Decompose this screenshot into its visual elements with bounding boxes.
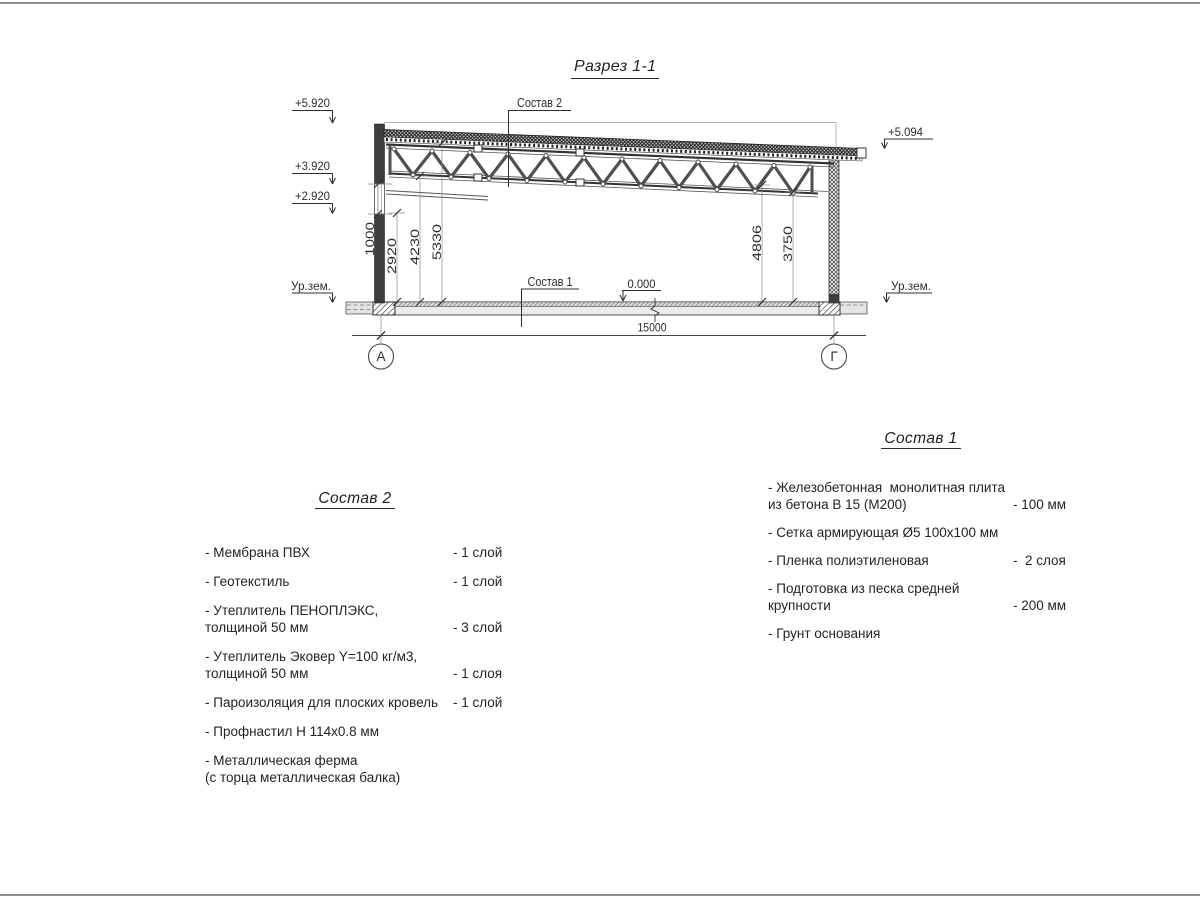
elevation-label-5094: +5.094 bbox=[888, 125, 924, 139]
material-item: - Пленка полиэтиленовая - 2 слоя bbox=[768, 553, 1066, 568]
elevation-label-3920: +3.920 bbox=[295, 159, 331, 173]
material-item: - Утеплитель ПЕНОПЛЭКС, толщиной 50 мм - 3 слой bbox=[205, 603, 503, 635]
material-item: - Грунт основания bbox=[768, 626, 881, 641]
material-item: - Пароизоляция для плоских кровель - 1 слой bbox=[205, 695, 503, 710]
dim-3750: 3750 bbox=[781, 235, 795, 262]
foundation-right bbox=[819, 302, 840, 315]
sostav1-list bbox=[768, 430, 1074, 653]
sostav2-callout-label: Состав 2 bbox=[517, 95, 562, 110]
sostav2-title-wrap bbox=[205, 490, 505, 509]
item-qty: - 1 слой bbox=[453, 545, 503, 560]
dim-5330: 5330 bbox=[430, 233, 444, 260]
item-qty: - 3 слой bbox=[453, 620, 503, 635]
sostav1-title: Состав 1 bbox=[881, 430, 960, 449]
left-edge-beam bbox=[386, 191, 488, 197]
span-dimension bbox=[352, 315, 866, 344]
ground-strip-right bbox=[839, 302, 867, 314]
ground-level-label-left: Ур.зем. bbox=[291, 279, 331, 293]
elevation-marks-left bbox=[291, 96, 336, 303]
axis-label-g: Г bbox=[830, 349, 838, 364]
material-item: - Сетка армирующая Ø5 100х100 мм bbox=[768, 525, 999, 540]
sostav1-callout bbox=[521, 274, 579, 327]
material-item: - Профнастил Н 114х0.8 мм bbox=[205, 724, 379, 739]
left-wall-window bbox=[375, 184, 385, 214]
dim-span-15000: 15000 bbox=[637, 322, 667, 335]
elevation-marks-right bbox=[882, 125, 934, 303]
material-item: - Металлическая ферма (с торца металлическая балка) bbox=[205, 753, 401, 785]
roof-end-plate bbox=[857, 148, 866, 158]
dim-4806: 4806 bbox=[750, 234, 764, 261]
material-item: - Утеплитель Эковер Y=100 кг/м3, толщиной 50 мм - 1 слоя bbox=[205, 649, 503, 681]
material-item: - Мембрана ПВХ - 1 слой bbox=[205, 545, 503, 560]
axis-label-a: А bbox=[376, 349, 386, 364]
drawing-title: Разрез 1-1 bbox=[571, 58, 659, 79]
dim-4230: 4230 bbox=[408, 238, 422, 265]
zero-level-mark bbox=[620, 277, 661, 301]
elevation-label-5920: +5.920 bbox=[295, 96, 331, 110]
ground-strip-left bbox=[346, 302, 375, 314]
left-wall bbox=[375, 124, 385, 303]
item-qty: - 200 мм bbox=[1013, 598, 1067, 613]
dim-1000: 1000 bbox=[363, 229, 377, 256]
sostav1-callout-label: Состав 1 bbox=[527, 274, 573, 289]
sostav2-list bbox=[205, 490, 505, 798]
material-item: - Геотекстиль - 1 слой bbox=[205, 574, 503, 589]
item-qty: - 2 слоя bbox=[1013, 553, 1066, 568]
foundation-left bbox=[373, 302, 395, 315]
dimension-tick-marks bbox=[374, 139, 797, 306]
elevation-label-2920: +2.920 bbox=[295, 189, 331, 203]
grid-axes bbox=[369, 344, 847, 369]
item-qty: - 1 слой bbox=[453, 574, 503, 589]
material-item: - Железобетонная монолитная плита из бетона В 15 (М200) - 100 мм bbox=[768, 480, 1067, 512]
floor-slab bbox=[346, 298, 867, 322]
sostav1-title-wrap bbox=[768, 430, 1074, 449]
material-item: - Подготовка из песка средней крупности - 200 мм bbox=[768, 581, 1067, 613]
slab-top-hatch bbox=[384, 302, 829, 307]
sostav2-title: Состав 2 bbox=[315, 490, 394, 509]
ground-level-label-right: Ур.зем. bbox=[891, 279, 931, 293]
right-wall bbox=[829, 157, 839, 303]
dim-2920: 2920 bbox=[385, 247, 399, 274]
item-qty: - 100 мм bbox=[1013, 497, 1067, 512]
item-qty: - 1 слой bbox=[453, 695, 503, 710]
zero-level-label: 0.000 bbox=[627, 277, 656, 291]
item-qty: - 1 слоя bbox=[453, 666, 503, 681]
